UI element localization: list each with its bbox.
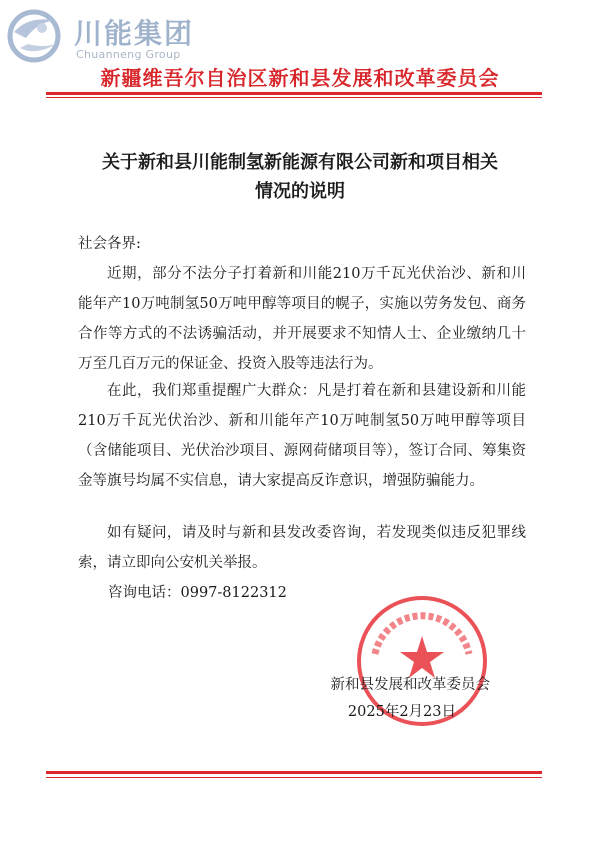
letterhead-rule — [46, 92, 542, 95]
signer: 新和县发展和改革委员会 — [330, 677, 490, 693]
document-title — [60, 148, 540, 206]
logo-mark-icon — [6, 6, 66, 64]
letterhead-org-name: 新疆维吾尔自治区新和县发展和改革委员会 — [100, 66, 500, 90]
body-paragraph-2: 在此，我们郑重提醒广大群众：凡是打着在新和县建设新和川能210万千瓦光伏治沙、新和川能年产10万吨制氢50万吨甲醇等项目（含储能项目、光伏治沙项目、源网荷储项目等），签订合同、筹集资金等旗号均属不实信息，请大家提高反诈意识，增强防骗能力。 — [78, 383, 526, 489]
letterhead-rule-thin — [46, 97, 542, 98]
footer-rule — [46, 771, 542, 774]
body-paragraph-3: 如有疑问，请及时与新和县发改委咨询，若发现类似违反犯罪线索，请立即向公安机关举报。 — [78, 525, 526, 571]
logo-name: 川能集团 — [74, 17, 195, 50]
signing-date: 2025年2月23日 — [347, 704, 456, 720]
contact-phone: 咨询电话：0997-8122312 — [108, 585, 287, 601]
title-line-2: 情况的说明 — [255, 181, 345, 202]
footer-rule-thin — [46, 777, 542, 778]
logo-subtitle: Chuanneng Group — [76, 48, 181, 61]
body-paragraph-1: 近期，部分不法分子打着新和川能210万千瓦光伏治沙、新和川能年产10万吨制氢50万吨甲醇等项目的幌子，实施以劳务发包、商务合作等方式的不法诱骗活动，并开展要求不知情人士、企业缴纳几十万至几百万元的保证金、投资入股等违法行为。 — [78, 266, 526, 372]
salutation: 社会各界: — [78, 236, 141, 252]
company-logo — [6, 6, 206, 64]
title-line-1: 关于新和县川能制氢新能源有限公司新和项目相关 — [102, 152, 498, 173]
